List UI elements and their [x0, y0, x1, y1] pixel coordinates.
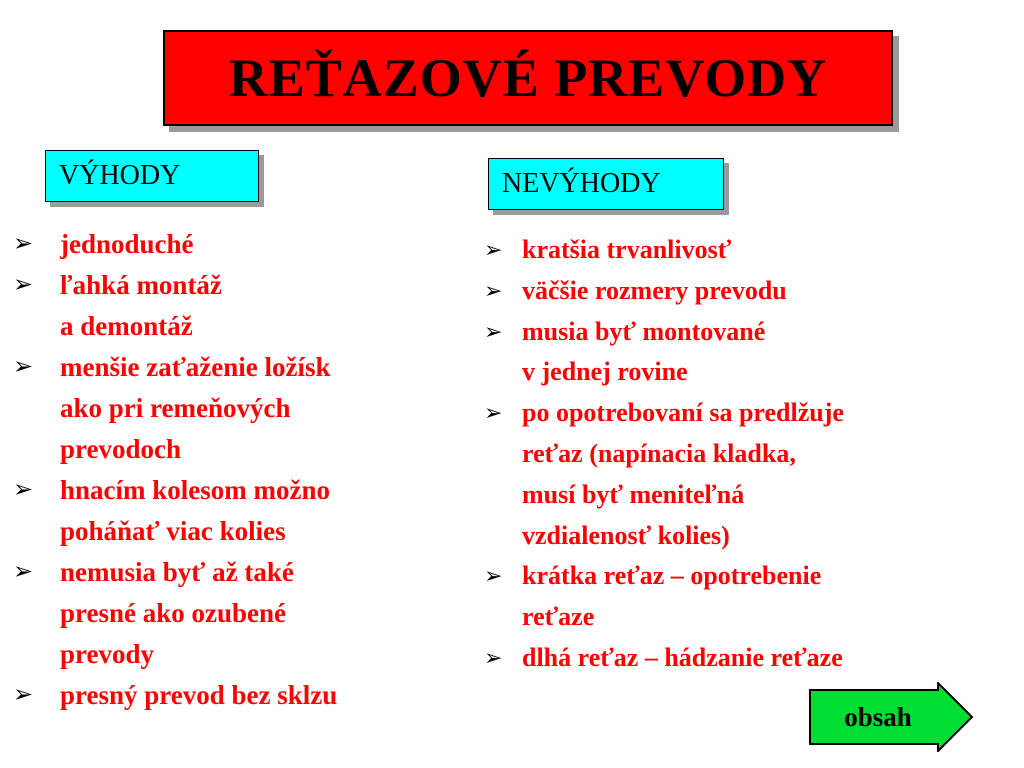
advantages-item-text: prevodoch: [60, 434, 182, 464]
bullet-arrow-icon: ➢: [13, 682, 34, 708]
disadvantages-item-line: [484, 556, 844, 597]
bullet-arrow-icon: ➢: [13, 477, 34, 503]
advantages-item-text: poháňať viac kolies: [60, 516, 286, 546]
advantages-item-line: [60, 511, 337, 552]
disadvantages-item-text: vzdialenosť kolies): [522, 520, 730, 550]
disadvantages-item-line: [484, 393, 844, 434]
bullet-arrow-icon: ➢: [13, 272, 34, 298]
advantages-item-line: [13, 470, 337, 511]
bullet-arrow-icon: ➢: [484, 237, 503, 262]
disadvantages-item-line: [522, 434, 844, 475]
advantages-item-line: [60, 634, 337, 675]
disadvantages-item-line: [484, 312, 844, 353]
disadvantages-item-line: [522, 475, 844, 516]
disadvantages-item-text: musí byť meniteľná: [522, 479, 745, 509]
bullet-arrow-icon: ➢: [484, 400, 503, 426]
disadvantages-item-line: [484, 230, 844, 271]
disadvantages-header: [488, 158, 724, 210]
disadvantages-item-text: väčšie rozmery prevodu: [522, 275, 787, 305]
advantages-item-text: menšie zaťaženie ložísk: [60, 352, 331, 382]
obsah-label: obsah: [844, 701, 912, 732]
advantages-header: [45, 150, 259, 202]
advantages-item-line: [60, 593, 337, 634]
disadvantages-item-line: [522, 516, 844, 557]
disadvantages-item-text: reťaze: [522, 602, 595, 632]
bullet-arrow-icon: ➢: [13, 354, 34, 380]
obsah-button[interactable]: [808, 682, 974, 752]
advantages-item-text: ako pri remeňových: [60, 393, 291, 423]
advantages-item-text: presný prevod bez sklzu: [60, 680, 338, 710]
advantages-item-line: [60, 429, 337, 470]
disadvantages-item-text: musia byť montované: [522, 316, 766, 346]
bullet-arrow-icon: ➢: [484, 644, 503, 670]
disadvantages-item-text: dlhá reťaz – hádzanie reťaze: [522, 642, 843, 672]
advantages-item-line: [13, 347, 337, 388]
advantages-item-text: nemusia byť až také: [60, 557, 294, 587]
bullet-arrow-icon: ➢: [13, 559, 34, 585]
bullet-arrow-icon: ➢: [13, 231, 34, 257]
disadvantages-item-text: v jednej rovine: [522, 357, 688, 387]
advantages-item-text: jednoduché: [60, 229, 194, 259]
advantages-item-line: [60, 388, 337, 429]
advantages-item-text: presné ako ozubené: [60, 598, 287, 628]
bullet-arrow-icon: ➢: [484, 563, 503, 589]
advantages-item-line: [13, 552, 337, 593]
disadvantages-list: [484, 230, 844, 679]
disadvantages-item-text: reťaz (napínacia kladka,: [522, 438, 796, 468]
disadvantages-header-label: NEVÝHODY: [502, 168, 661, 199]
advantages-list: [13, 224, 338, 716]
advantages-item-text: a demontáž: [60, 311, 193, 341]
disadvantages-item-line: [522, 352, 844, 393]
disadvantages-item-text: po opotrebovaní sa predlžuje: [522, 398, 844, 428]
disadvantages-item-text: krátka reťaz – opotrebenie: [522, 561, 822, 591]
advantages-item-text: ľahká montáž: [60, 270, 222, 300]
bullet-arrow-icon: ➢: [484, 277, 503, 303]
advantages-item-text: prevody: [60, 639, 155, 669]
disadvantages-item-line: [484, 638, 844, 679]
advantages-header-label: VÝHODY: [59, 160, 181, 191]
bullet-arrow-icon: ➢: [484, 318, 503, 344]
disadvantages-item-line: [484, 271, 844, 312]
advantages-item-line: [13, 224, 337, 265]
disadvantages-item-text: kratšia trvanlivosť: [522, 235, 732, 264]
title-banner: [163, 30, 893, 126]
advantages-item-text: hnacím kolesom možno: [60, 475, 330, 505]
advantages-item-line: [13, 675, 338, 716]
disadvantages-item-line: [522, 597, 844, 638]
advantages-item-line: [13, 265, 337, 306]
page-title: REŤAZOVÉ PREVODY: [228, 48, 828, 108]
advantages-item-line: [60, 306, 337, 347]
